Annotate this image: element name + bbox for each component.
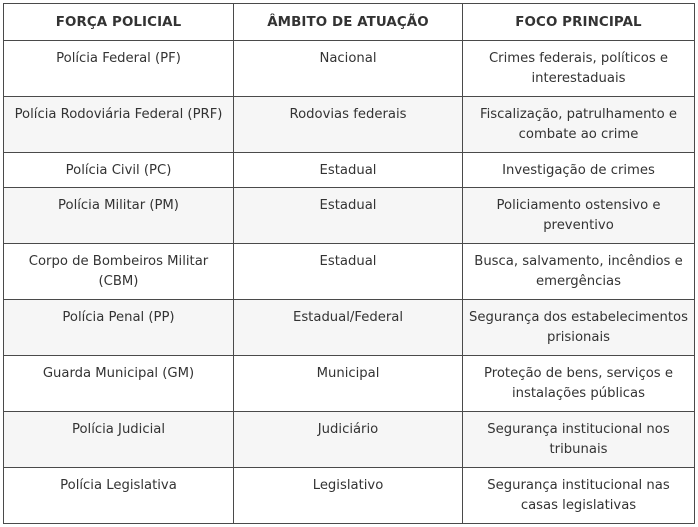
table-row [4,412,695,468]
cell-scope: Rodovias federais [234,97,463,153]
cell-focus: Crimes federais, políticos e interestaduais [463,41,695,97]
table-row [4,153,695,188]
cell-force: Polícia Federal (PF) [4,41,234,97]
cell-scope: Nacional [234,41,463,97]
cell-force: Polícia Penal (PP) [4,300,234,356]
cell-force: Polícia Militar (PM) [4,188,234,244]
cell-force: Guarda Municipal (GM) [4,356,234,412]
table-row [4,468,695,524]
cell-focus: Policiamento ostensivo e preventivo [463,188,695,244]
cell-scope: Estadual [234,153,463,188]
table-row [4,41,695,97]
cell-focus: Fiscalização, patrulhamento e combate ao crime [463,97,695,153]
cell-force: Corpo de Bombeiros Militar (CBM) [4,244,234,300]
cell-scope: Estadual/Federal [234,300,463,356]
table-row [4,356,695,412]
cell-force: Polícia Judicial [4,412,234,468]
table-row [4,97,695,153]
cell-focus: Proteção de bens, serviços e instalações públicas [463,356,695,412]
cell-scope: Estadual [234,188,463,244]
cell-force: Polícia Rodoviária Federal (PRF) [4,97,234,153]
header-scope: ÂMBITO DE ATUAÇÃO [234,4,463,41]
cell-scope: Judiciário [234,412,463,468]
cell-scope: Municipal [234,356,463,412]
header-force: FORÇA POLICIAL [4,4,234,41]
table-row [4,300,695,356]
cell-focus: Segurança dos estabelecimentos prisionais [463,300,695,356]
cell-focus: Investigação de crimes [463,153,695,188]
police-forces-table [3,3,695,524]
table-header-row [4,4,695,41]
cell-scope: Estadual [234,244,463,300]
header-focus: FOCO PRINCIPAL [463,4,695,41]
cell-focus: Segurança institucional nas casas legislativas [463,468,695,524]
cell-force: Polícia Legislativa [4,468,234,524]
cell-focus: Segurança institucional nos tribunais [463,412,695,468]
cell-scope: Legislativo [234,468,463,524]
police-forces-table-container [3,3,694,524]
cell-focus: Busca, salvamento, incêndios e emergências [463,244,695,300]
table-row [4,188,695,244]
table-row [4,244,695,300]
cell-force: Polícia Civil (PC) [4,153,234,188]
